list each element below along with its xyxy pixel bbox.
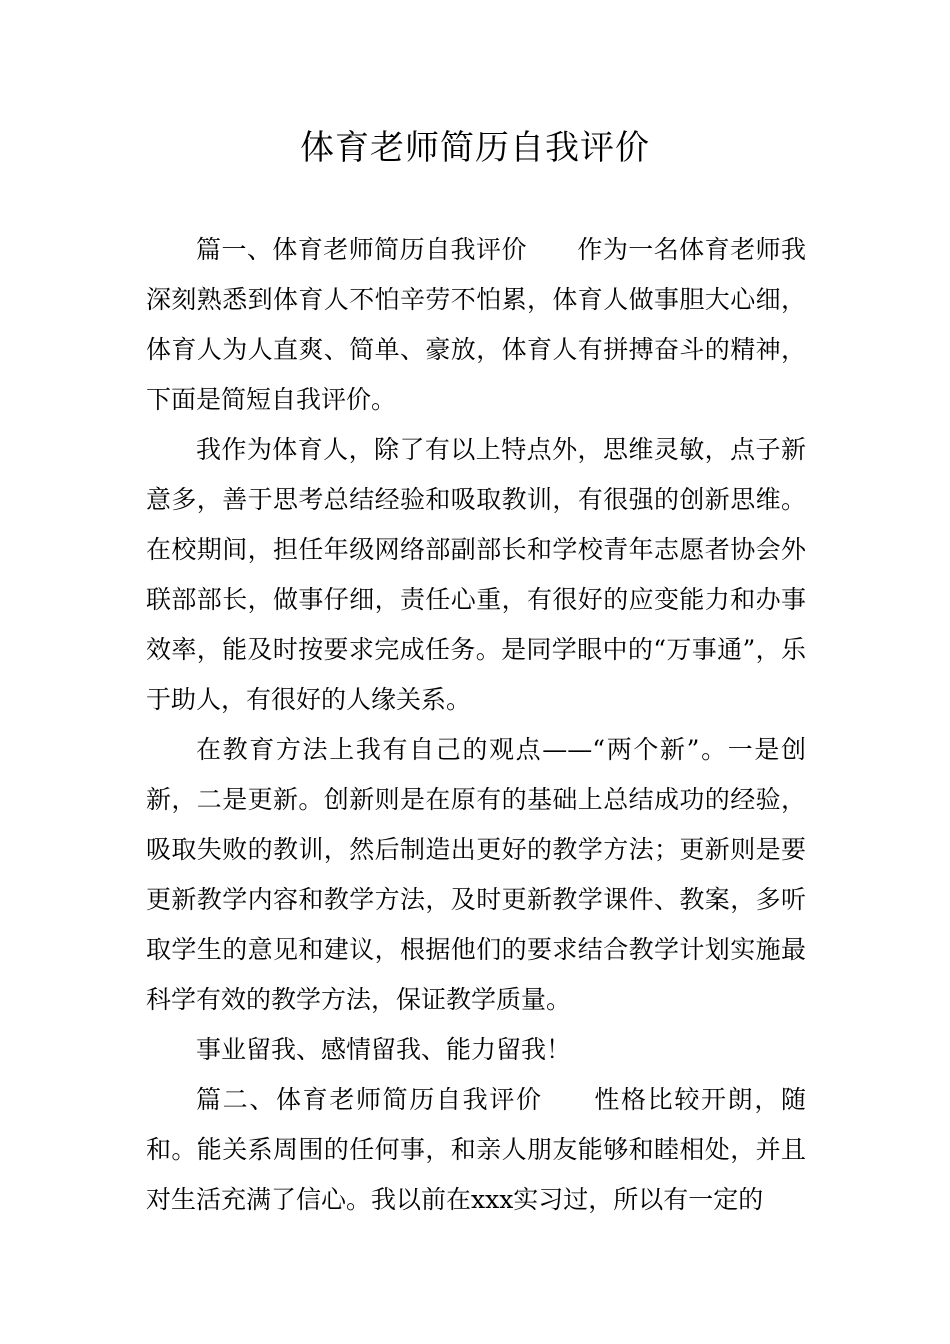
section-heading-1: 篇一、体育老师简历自我评价 (196, 235, 527, 264)
paragraph-4 (146, 1025, 806, 1075)
document-title: 体育老师简历自我评价 (300, 128, 650, 168)
paragraph-text-5: 性格比较开朗，随和。能关系周围的任何事，和亲人朋友能够和睦相处，并且对生活充满了信心。我以前在xxx实习过，所以有一定的 (146, 1085, 806, 1214)
paragraph-text-4: 事业留我、感情留我、能力留我！ (196, 1035, 572, 1064)
paragraph-3 (146, 725, 806, 1025)
paragraph-text-1: 作为一名体育老师我深刻熟悉到体育人不怕辛劳不怕累，体育人做事胆大心细，体育人为人直爽、简单、豪放，体育人有拼搏奋斗的精神，下面是简短自我评价。 (146, 235, 806, 414)
paragraph-5 (146, 1075, 806, 1225)
paragraph-2 (146, 425, 806, 725)
document-body (146, 225, 806, 1225)
paragraph-1 (146, 225, 806, 425)
paragraph-text-2: 我作为体育人，除了有以上特点外，思维灵敏，点子新意多，善于思考总结经验和吸取教训，有很强的创新思维。在校期间，担任年级网络部副部长和学校青年志愿者协会外联部部长，做事仔细，责任心重，有很好的应变能力和办事效率，能及时按要求完成任务。是同学眼中的“万事通”，乐于助人，有很好的人缘关系。 (146, 435, 806, 714)
section-heading-2: 篇二、体育老师简历自我评价 (196, 1085, 543, 1114)
paragraph-text-3: 在教育方法上我有自己的观点——“两个新”。一是创新，二是更新。创新则是在原有的基础上总结成功的经验，吸取失败的教训，然后制造出更好的教学方法；更新则是要更新教学内容和教学方法，及时更新教学课件、教案，多听取学生的意见和建议，根据他们的要求结合教学计划实施最科学有效的教学方法，保证教学质量。 (146, 735, 806, 1014)
